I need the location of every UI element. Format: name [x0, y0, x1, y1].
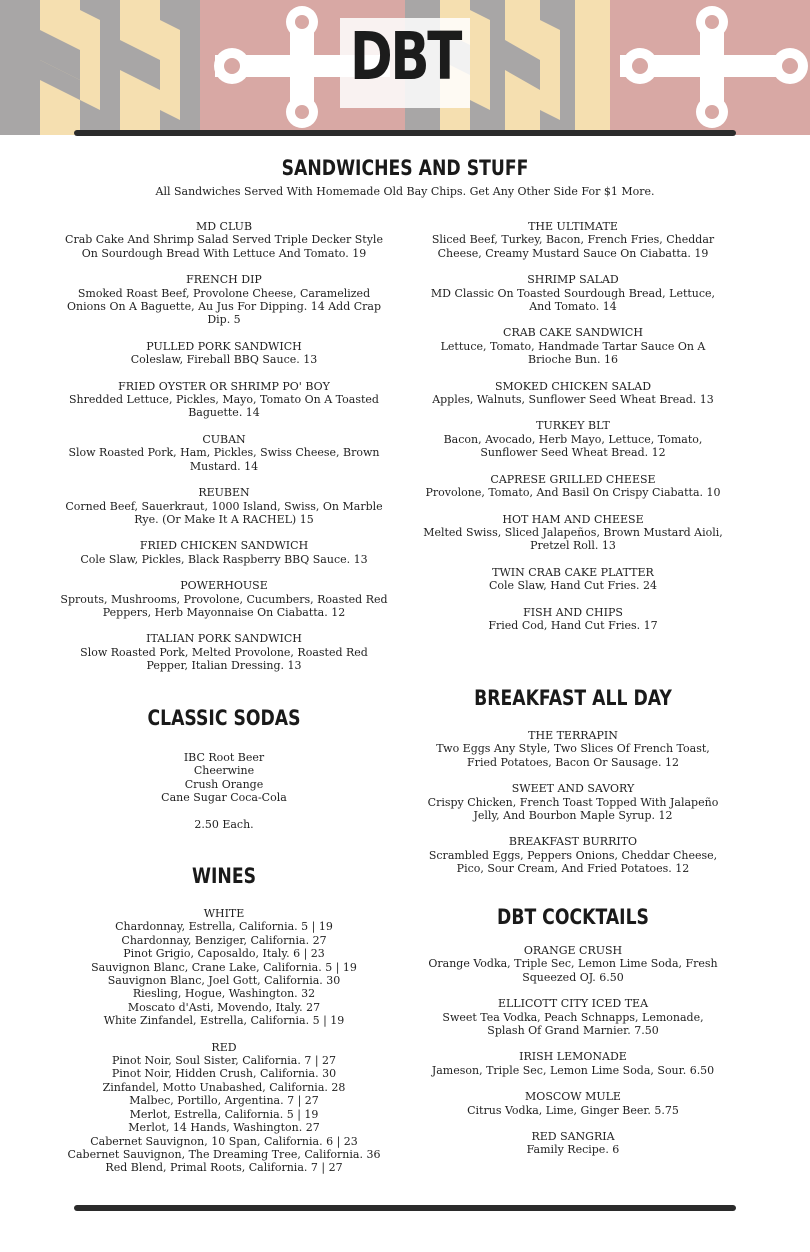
logo-text: DBT	[349, 18, 461, 95]
item-name: ITALIAN PORK SANDWICH	[146, 632, 302, 646]
item-description: Sweet Tea Vodka, Peach Schnapps, Lemonade, Splash Of Grand Marnier. 7.50	[442, 1010, 704, 1038]
item-name: SHRIMP SALAD	[527, 273, 619, 287]
sodas-list	[60, 751, 388, 831]
item-name: CRAB CAKE SANDWICH	[503, 326, 643, 340]
item-name: ELLICOTT CITY ICED TEA	[497, 997, 649, 1011]
sandwich-item	[422, 606, 724, 633]
top-divider	[74, 130, 736, 136]
item-description: Corned Beef, Sauerkraut, 1000 Island, Swiss, On Marble Rye. (Or Make It A RACHEL) 15	[65, 499, 383, 526]
sandwiches-left-column	[60, 220, 388, 686]
item-name: POWERHOUSE	[180, 579, 268, 593]
item-description: Crispy Chicken, French Toast Topped With Jalapeño Jelly, And Bourbon Maple Syrup. 12	[427, 795, 719, 823]
sandwich-item	[422, 513, 724, 553]
item-name: CAPRESE GRILLED CHEESE	[490, 472, 656, 486]
sandwich-item	[60, 220, 388, 260]
item-description: Crab Cake And Shrimp Salad Served Triple Decker Style On Sourdough Bread With Lettuce And Tomato. 19	[65, 233, 383, 260]
item-description: Melted Swiss, Sliced Jalapeños, Brown Mustard Aioli, Pretzel Roll. 13	[423, 525, 723, 553]
item-description: Citrus Vodka, Lime, Ginger Beer. 5.75	[467, 1103, 679, 1117]
sodas-heading: CLASSIC SODAS	[147, 706, 301, 730]
item-name: FRIED OYSTER OR SHRIMP PO' BOY	[118, 379, 330, 393]
maryland-flag-banner	[0, 0, 810, 135]
white-wine-item: Chardonnay, Estrella, California. 5 | 19	[115, 920, 333, 934]
sandwich-item	[422, 419, 724, 459]
soda-item: Crush Orange	[184, 777, 264, 791]
item-name: THE TERRAPIN	[528, 729, 618, 742]
red-wine-item: Cabernet Sauvignon, 10 Span, California. 6 | 23	[90, 1134, 358, 1148]
item-description: Bacon, Avocado, Herb Mayo, Lettuce, Tomato, Sunflower Seed Wheat Bread. 12	[443, 432, 703, 460]
soda-item: Cheerwine	[193, 764, 255, 778]
sandwich-item	[60, 340, 388, 367]
sandwich-item	[60, 486, 388, 526]
item-description: Jameson, Triple Sec, Lemon Lime Soda, Sour. 6.50	[431, 1063, 715, 1077]
item-name: SWEET AND SAVORY	[511, 782, 635, 796]
item-description: Provolone, Tomato, And Basil On Crispy Ciabatta. 10	[425, 486, 721, 500]
white-wine-label: WHITE	[203, 907, 245, 920]
red-wine-item: Pinot Noir, Hidden Crush, California. 30	[111, 1067, 337, 1081]
red-wine-item: Pinot Noir, Soul Sister, California. 7 | 27	[111, 1054, 337, 1068]
red-wine-item: Merlot, Estrella, California. 5 | 19	[129, 1107, 319, 1121]
cocktail-item	[422, 997, 724, 1037]
item-name: BREAKFAST BURRITO	[508, 835, 638, 849]
item-name: SMOKED CHICKEN SALAD	[494, 379, 652, 393]
sandwich-item	[60, 273, 388, 327]
breakfast-list	[422, 729, 724, 889]
sandwich-item	[60, 539, 388, 566]
red-wine-item: Zinfandel, Motto Unabashed, California. 28	[102, 1080, 346, 1094]
soda-item: Cane Sugar Coca-Cola	[161, 791, 287, 805]
soda-item: IBC Root Beer	[183, 751, 265, 764]
sandwich-item	[60, 632, 388, 672]
item-description: Scrambled Eggs, Peppers Onions, Cheddar Cheese, Pico, Sour Cream, And Fried Potatoes. 12	[428, 848, 718, 876]
item-name: FRENCH DIP	[186, 273, 262, 287]
red-wine-label: RED	[211, 1040, 237, 1054]
item-description: Two Eggs Any Style, Two Slices Of French Toast, Fried Potatoes, Bacon Or Sausage. 12	[436, 742, 710, 769]
red-wine-item: Red Blend, Primal Roots, California. 7 | 27	[105, 1161, 343, 1175]
item-description: Apples, Walnuts, Sunflower Seed Wheat Bread. 13	[432, 393, 714, 407]
white-wine-item: Sauvignon Blanc, Crane Lake, California. 5 | 19	[91, 960, 357, 974]
red-wine-item: Cabernet Sauvignon, The Dreaming Tree, California. 36	[67, 1147, 381, 1161]
item-description: Smoked Roast Beef, Provolone Cheese, Caramelized Onions On A Baguette, Au Jus For Dipping. 14 Add Crap Dip. 5	[66, 286, 382, 327]
sandwich-item	[422, 473, 724, 500]
cocktail-item	[422, 1050, 724, 1077]
breakfast-item	[422, 835, 724, 875]
item-description: Sprouts, Mushrooms, Provolone, Cucumbers, Roasted Red Peppers, Herb Mayonnaise On Ciabatta. 12	[60, 592, 388, 619]
cocktails-list	[422, 944, 724, 1170]
sandwiches-right-column	[422, 220, 724, 645]
item-name: MD CLUB	[195, 220, 253, 233]
sandwich-item	[422, 220, 724, 260]
item-description: Shredded Lettuce, Pickles, Mayo, Tomato On A Toasted Baguette. 14	[69, 393, 379, 420]
item-name: CUBAN	[202, 432, 246, 446]
item-name: ORANGE CRUSH	[523, 944, 623, 957]
breakfast-item	[422, 782, 724, 822]
item-description: Slow Roasted Pork, Ham, Pickles, Swiss Cheese, Brown Mustard. 14	[68, 446, 380, 473]
item-name: TWIN CRAB CAKE PLATTER	[492, 565, 654, 579]
item-name: RED SANGRIA	[531, 1130, 615, 1144]
white-wine-item: Chardonnay, Benziger, California. 27	[121, 933, 327, 947]
item-description: Slow Roasted Pork, Melted Provolone, Roasted Red Pepper, Italian Dressing. 13	[80, 645, 368, 673]
breakfast-heading: BREAKFAST ALL DAY	[474, 686, 672, 710]
sandwiches-subtitle: All Sandwiches Served With Homemade Old Bay Chips. Get Any Other Side For $1 More.	[155, 185, 655, 198]
item-name: FISH AND CHIPS	[523, 605, 623, 619]
sandwich-item	[422, 566, 724, 593]
cocktails-heading: DBT COCKTAILS	[497, 905, 649, 929]
item-name: PULLED PORK SANDWICH	[146, 339, 302, 353]
sandwich-item	[422, 380, 724, 407]
sandwich-item	[422, 326, 724, 366]
item-description: Cole Slaw, Hand Cut Fries. 24	[488, 579, 658, 593]
item-description: Fried Cod, Hand Cut Fries. 17	[488, 618, 658, 632]
item-name: IRISH LEMONADE	[519, 1050, 627, 1064]
breakfast-item	[422, 729, 724, 769]
white-wine-item: Riesling, Hogue, Washington. 32	[132, 987, 316, 1001]
cocktail-item	[422, 1090, 724, 1117]
item-name: THE ULTIMATE	[528, 220, 618, 233]
white-wine-item: Sauvignon Blanc, Joel Gott, California. 30	[107, 974, 341, 988]
cocktail-item	[422, 944, 724, 984]
item-name: HOT HAM AND CHEESE	[502, 512, 644, 526]
red-wine-item: Merlot, 14 Hands, Washington. 27	[128, 1121, 320, 1135]
item-description: Orange Vodka, Triple Sec, Lemon Lime Soda, Fresh Squeezed OJ. 6.50	[428, 957, 718, 984]
item-description: Cole Slaw, Pickles, Black Raspberry BBQ Sauce. 13	[80, 552, 368, 566]
sandwich-item	[60, 380, 388, 420]
item-description: MD Classic On Toasted Sourdough Bread, Lettuce, And Tomato. 14	[430, 286, 716, 314]
item-name: FRIED CHICKEN SANDWICH	[139, 539, 309, 553]
sandwich-item	[60, 433, 388, 473]
white-wine-item: White Zinfandel, Estrella, California. 5 | 19	[103, 1014, 345, 1028]
white-wine-item: Moscato d'Asti, Movendo, Italy. 27	[127, 1000, 321, 1014]
white-wine-item: Pinot Grigio, Caposaldo, Italy. 6 | 23	[123, 947, 325, 961]
item-name: REUBEN	[198, 486, 250, 500]
sandwiches-heading: SANDWICHES AND STUFF	[281, 156, 529, 180]
item-description: Lettuce, Tomato, Handmade Tartar Sauce On A Brioche Bun. 16	[440, 339, 706, 367]
bottom-divider	[74, 1205, 736, 1211]
wines-heading: WINES	[192, 864, 256, 888]
cocktail-item	[422, 1130, 724, 1157]
wines-list	[40, 907, 408, 1175]
item-description: Family Recipe. 6	[526, 1143, 620, 1157]
sandwich-item	[422, 273, 724, 313]
soda-price: 2.50 Each.	[194, 817, 254, 831]
red-wine-item: Malbec, Portillo, Argentina. 7 | 27	[129, 1094, 319, 1108]
item-name: MOSCOW MULE	[525, 1090, 621, 1104]
sandwich-item	[60, 579, 388, 619]
item-description: Sliced Beef, Turkey, Bacon, French Fries, Cheddar Cheese, Creamy Mustard Sauce On Ciabatta. 19	[431, 233, 715, 260]
item-name: TURKEY BLT	[536, 419, 610, 433]
item-description: Coleslaw, Fireball BBQ Sauce. 13	[130, 353, 318, 367]
